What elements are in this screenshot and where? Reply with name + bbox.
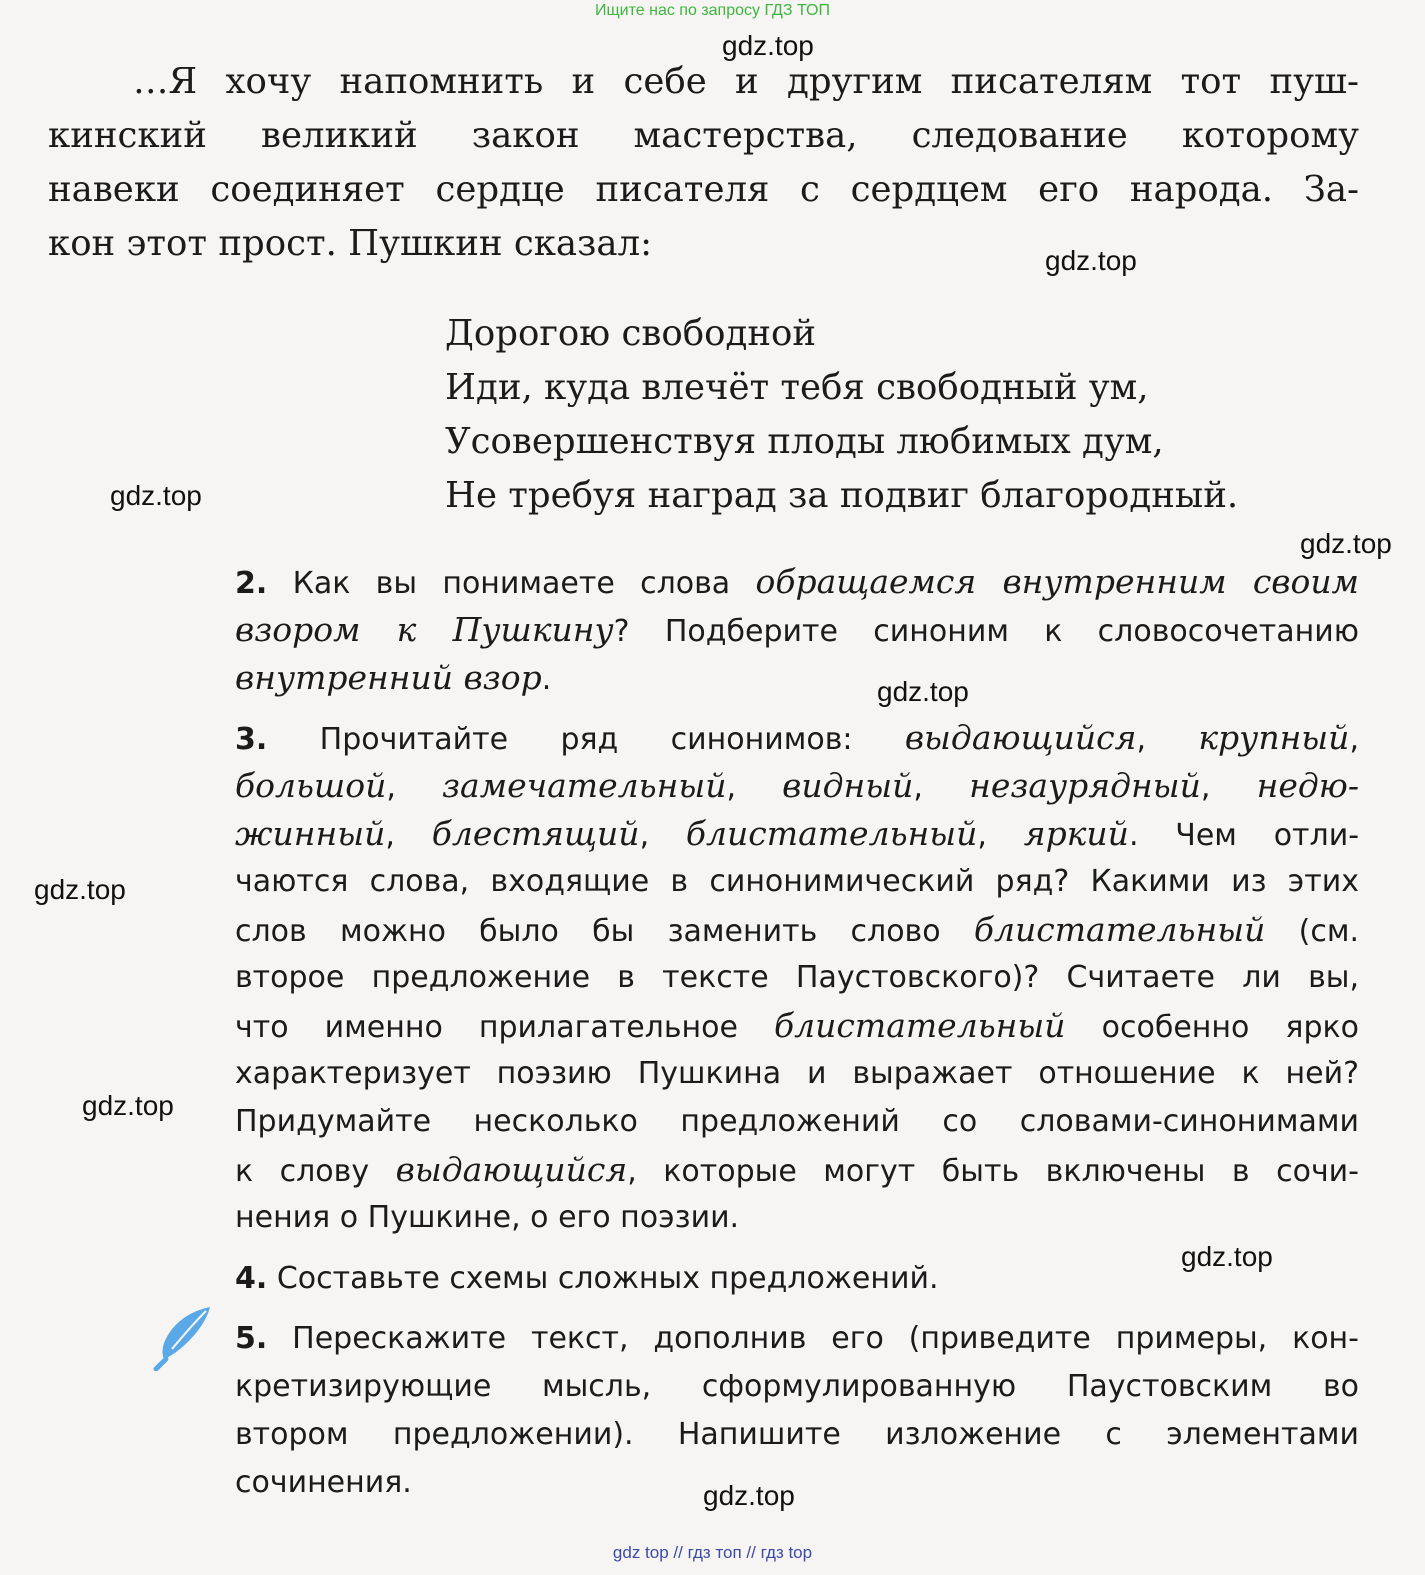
q3-italic: выдающийся bbox=[395, 1150, 628, 1189]
watermark: gdz.top bbox=[877, 676, 969, 707]
q2-italic: взором к Пушкину bbox=[235, 610, 614, 649]
q3-text: особенно ярко bbox=[1065, 1010, 1359, 1045]
q3-italic: видный bbox=[782, 766, 914, 805]
q2-italic: обращаемся внутренним своим bbox=[755, 562, 1359, 601]
q3-italic: яркий bbox=[1023, 814, 1129, 853]
q3-line: Придумайте несколько предложений со словами-синонимами bbox=[235, 1104, 1359, 1139]
q3-text: что именно прилагательное bbox=[235, 1010, 775, 1045]
q3-line bbox=[235, 714, 1359, 764]
watermark: gdz.top bbox=[82, 1090, 174, 1121]
q4-number: 4. bbox=[235, 1261, 268, 1296]
prose-line: навеки соединяет сердце писателя с сердцем его народа. За- bbox=[48, 169, 1359, 210]
verse-line: Усовершенствуя плоды любимых дум, bbox=[445, 421, 1164, 462]
bottom-banner[interactable]: gdz top // гдз топ // гдз top bbox=[612, 1543, 813, 1562]
q3-italic: недю- bbox=[1256, 766, 1359, 805]
q3-text: . Чем отли- bbox=[1128, 818, 1360, 853]
q3-italic: жинный bbox=[235, 814, 386, 853]
q2-line bbox=[235, 558, 1359, 608]
q3-text: , bbox=[1349, 722, 1359, 757]
q3-number: 3. bbox=[235, 722, 268, 757]
q2-number: 2. bbox=[235, 566, 268, 601]
q3-line: нения о Пушкине, о его поэзии. bbox=[235, 1200, 740, 1235]
prose-line: …Я хочу напомнить и себе и другим писателям тот пуш- bbox=[133, 61, 1359, 102]
q2-italic: внутренний взор bbox=[235, 658, 542, 697]
watermark: gdz.top bbox=[1045, 245, 1137, 276]
q3-text: , bbox=[1136, 722, 1199, 757]
q2-text: ? Подберите синоним к словосочетанию bbox=[613, 614, 1359, 649]
q3-text: , bbox=[639, 818, 686, 853]
prose-line: кинский великий закон мастерства, следование которому bbox=[48, 115, 1359, 156]
q3-line bbox=[235, 1146, 1359, 1196]
verse-line: Иди, куда влечёт тебя свободный ум, bbox=[445, 367, 1149, 408]
q3-line bbox=[235, 762, 1359, 812]
watermark: gdz.top bbox=[722, 30, 814, 61]
q2-text: Как вы понимаете слова bbox=[292, 566, 756, 601]
q3-text: , bbox=[385, 818, 432, 853]
watermark: gdz.top bbox=[703, 1480, 795, 1511]
q5-line bbox=[235, 1315, 1359, 1363]
q3-text: , bbox=[1200, 770, 1257, 805]
q4-line bbox=[235, 1255, 1359, 1303]
q3-line bbox=[235, 1002, 1359, 1052]
watermark: gdz.top bbox=[1300, 528, 1392, 559]
q3-text: к слову bbox=[235, 1154, 396, 1189]
feather-icon bbox=[150, 1305, 214, 1371]
q3-italic: замечательный bbox=[442, 766, 727, 805]
q3-italic: блистательный bbox=[774, 1006, 1066, 1045]
q3-text: , bbox=[386, 770, 443, 805]
q2-text: . bbox=[541, 662, 552, 697]
q3-text: , bbox=[913, 770, 970, 805]
q3-line bbox=[235, 906, 1359, 956]
q5-number: 5. bbox=[235, 1321, 268, 1356]
q3-line: чаются слова, входящие в синонимический ряд? Какими из этих bbox=[235, 864, 1359, 899]
q3-italic: выдающийся bbox=[904, 718, 1137, 757]
verse-line: Не требуя наград за подвиг благородный. bbox=[445, 475, 1239, 516]
q5-line: втором предложении). Напишите изложение с элементами bbox=[235, 1417, 1359, 1452]
q3-line: второе предложение в тексте Паустовского)? Считаете ли вы, bbox=[235, 960, 1359, 995]
q3-text: , которые могут быть включены в сочи- bbox=[627, 1154, 1359, 1189]
q5-text: Перескажите текст, дополнив его (приведите примеры, кон- bbox=[292, 1321, 1359, 1356]
watermark: gdz.top bbox=[1181, 1241, 1273, 1272]
q2-line bbox=[235, 654, 1359, 704]
q3-italic: большой bbox=[235, 766, 387, 805]
watermark: gdz.top bbox=[34, 874, 126, 905]
q3-text: слов можно было бы заменить слово bbox=[235, 914, 974, 949]
q3-text: (см. bbox=[1265, 914, 1359, 949]
q5-line: сочинения. bbox=[235, 1465, 412, 1500]
q4-text: Составьте схемы сложных предложений. bbox=[276, 1261, 939, 1296]
q3-italic: блистательный bbox=[685, 814, 978, 853]
q3-line: характеризует поэзию Пушкина и выражает отношение к ней? bbox=[235, 1056, 1359, 1091]
top-banner[interactable]: Ищите нас по запросу ГДЗ ТОП bbox=[595, 2, 830, 19]
q3-italic: блистательный bbox=[973, 910, 1266, 949]
q2-line bbox=[235, 606, 1359, 656]
q3-line bbox=[235, 810, 1359, 860]
q3-italic: блестящий bbox=[431, 814, 640, 853]
watermark: gdz.top bbox=[110, 480, 202, 511]
prose-line: кон этот прост. Пушкин сказал: bbox=[48, 223, 653, 264]
q3-italic: незаурядный bbox=[969, 766, 1201, 805]
q3-text: , bbox=[977, 818, 1024, 853]
q3-text: Прочитайте ряд синонимов: bbox=[319, 722, 905, 757]
verse-line: Дорогою свободной bbox=[445, 313, 817, 354]
q3-italic: крупный bbox=[1198, 718, 1350, 757]
q5-line: кретизирующие мысль, сформулированную Паустовским во bbox=[235, 1369, 1359, 1404]
q3-text: , bbox=[726, 770, 783, 805]
